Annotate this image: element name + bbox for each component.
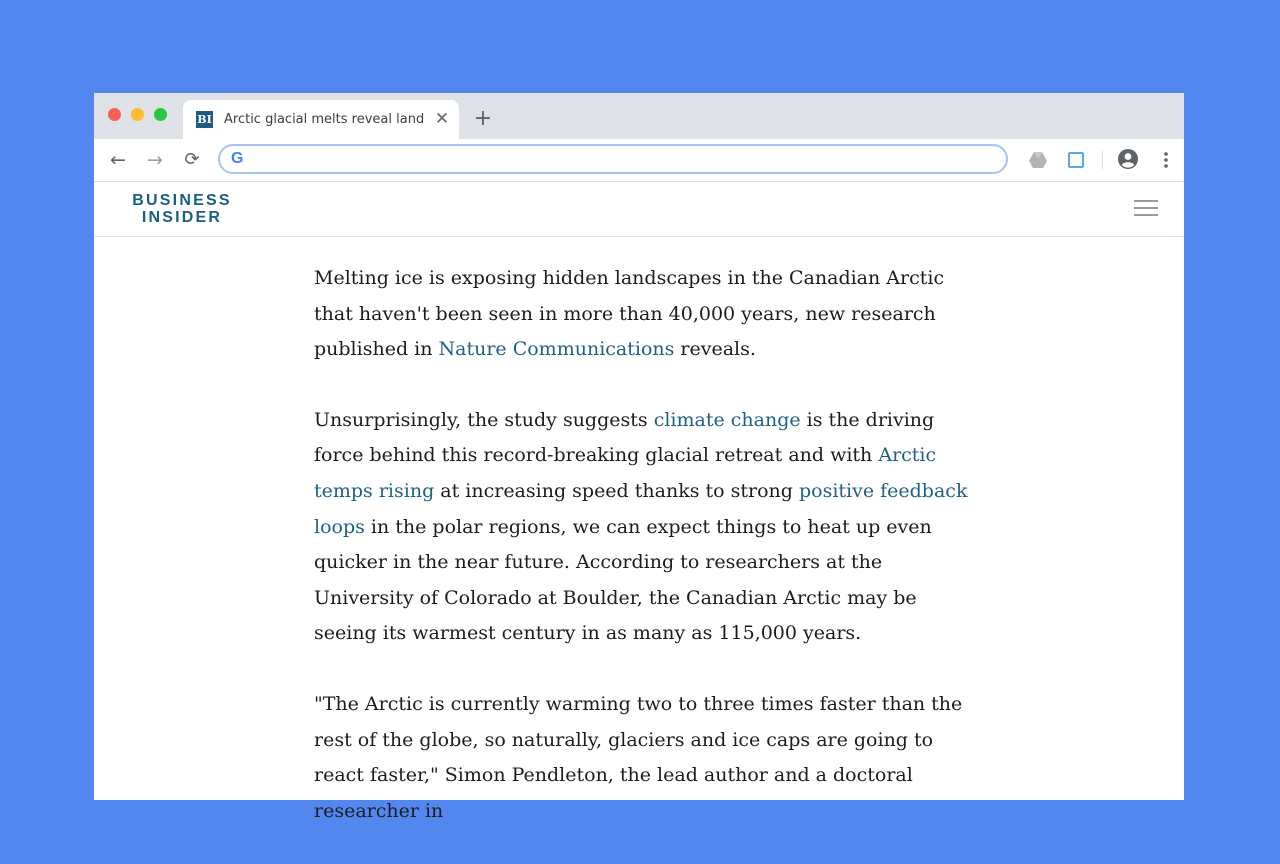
text-span: Melting ice is exposing hidden landscapes in the Canadian Arctic that haven't been seen in more than 40,000 years, new research published in (314, 267, 945, 361)
google-drive-extension-icon[interactable] (1028, 151, 1048, 169)
hamburger-menu-icon[interactable] (1134, 200, 1158, 218)
text-span: is the driving force behind this record-breaking glacial retreat and with (314, 408, 935, 467)
logo-line-1: BUSINESS (132, 192, 232, 209)
text-span: at increasing speed thanks to strong (434, 479, 799, 502)
address-bar[interactable] (218, 144, 1008, 174)
text-span: reveals. (674, 338, 756, 361)
toolbar-separator (1102, 151, 1103, 169)
extension-square-icon[interactable] (1068, 152, 1084, 168)
article-paragraph-2 (314, 403, 976, 652)
business-insider-logo[interactable] (122, 192, 242, 226)
article-paragraph-1 (314, 261, 976, 368)
site-header (94, 182, 1184, 237)
text-span: in the polar regions, we can expect things to heat up even quicker in the near future. According to researchers at the University of Colorado at Boulder, the Canadian Arctic may be seeing its warmest century in as many as 115,000 years. (314, 515, 932, 645)
nature-communications-link[interactable]: Nature Communications (438, 338, 675, 361)
address-input[interactable] (254, 148, 998, 172)
back-button[interactable]: ← (110, 149, 126, 171)
arctic-temps-rising-link[interactable]: Arctic temps rising (314, 444, 937, 502)
tab-active[interactable] (183, 100, 459, 139)
article-paragraph-3: "The Arctic is currently warming two to three times faster than the rest of the globe, so naturally, glaciers and ice caps are going to react faster," Simon Pendleton, the lead author and a doctoral researcher in (314, 692, 963, 822)
text-span: Unsurprisingly, the study suggests (314, 408, 654, 431)
forward-button[interactable]: → (147, 149, 163, 171)
logo-line-2: INSIDER (141, 209, 223, 226)
article-body (314, 261, 976, 864)
maximize-window-button[interactable] (154, 108, 167, 121)
new-tab-button[interactable]: + (473, 106, 493, 131)
browser-menu-icon[interactable] (1158, 150, 1174, 170)
profile-avatar-icon[interactable] (1118, 149, 1138, 169)
reload-button[interactable]: ⟳ (184, 149, 200, 170)
tab-close-icon[interactable]: ✕ (434, 109, 450, 129)
minimize-window-button[interactable] (131, 108, 144, 121)
google-icon: G (231, 150, 244, 167)
browser-window (94, 93, 1184, 822)
positive-feedback-loops-link[interactable]: positive feedback loops (314, 479, 968, 538)
close-window-button[interactable] (108, 108, 121, 121)
business-insider-favicon-icon: BI (197, 113, 212, 126)
tab-strip (94, 93, 1184, 139)
tab-title: Arctic glacial melts reveal land (224, 112, 425, 127)
climate-change-link[interactable]: climate change (653, 408, 801, 431)
browser-toolbar (94, 139, 1184, 182)
